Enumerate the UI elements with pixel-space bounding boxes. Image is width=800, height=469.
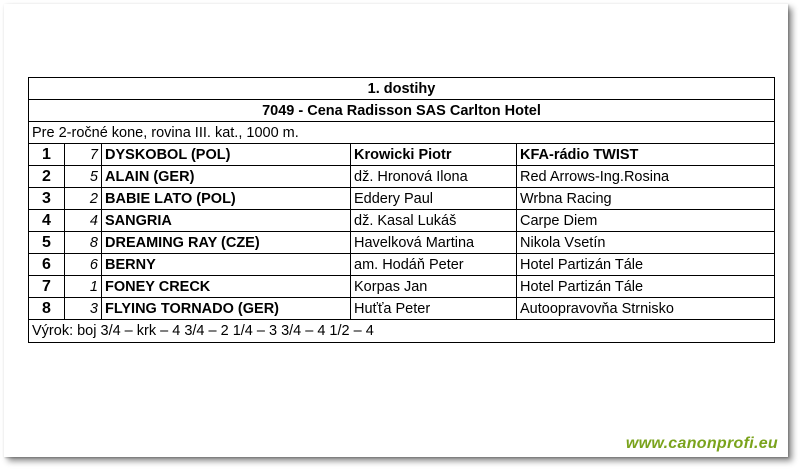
place-number: 3 <box>29 188 65 210</box>
race-results-table <box>28 77 775 343</box>
owner-name: KFA-rádio TWIST <box>517 144 775 166</box>
place-number: 8 <box>29 298 65 320</box>
race-conditions-row <box>29 122 775 144</box>
jockey-name: dž. Kasal Lukáš <box>351 210 517 232</box>
jockey-name: Krowicki Piotr <box>351 144 517 166</box>
horse-name: SANGRIA <box>102 210 351 232</box>
horse-name: FONEY CRECK <box>102 276 351 298</box>
place-number: 1 <box>29 144 65 166</box>
owner-name: Wrbna Racing <box>517 188 775 210</box>
gate-number: 1 <box>65 276 102 298</box>
horse-name: BABIE LATO (POL) <box>102 188 351 210</box>
jockey-name: am. Hodáň Peter <box>351 254 517 276</box>
horse-name: BERNY <box>102 254 351 276</box>
horse-name: ALAIN (GER) <box>102 166 351 188</box>
owner-name: Carpe Diem <box>517 210 775 232</box>
owner-name: Nikola Vsetín <box>517 232 775 254</box>
table-row <box>29 298 775 320</box>
table-row <box>29 210 775 232</box>
owner-name: Hotel Partizán Tále <box>517 254 775 276</box>
jockey-name: Korpas Jan <box>351 276 517 298</box>
gate-number: 8 <box>65 232 102 254</box>
gate-number: 6 <box>65 254 102 276</box>
gate-number: 4 <box>65 210 102 232</box>
owner-name: Autoopravovňa Strnisko <box>517 298 775 320</box>
race-title: 1. dostihy <box>29 78 775 100</box>
jockey-name: Huťťa Peter <box>351 298 517 320</box>
table-row <box>29 276 775 298</box>
race-conditions: Pre 2-ročné kone, rovina III. kat., 1000 m. <box>29 122 775 144</box>
place-number: 5 <box>29 232 65 254</box>
horse-name: FLYING TORNADO (GER) <box>102 298 351 320</box>
gate-number: 3 <box>65 298 102 320</box>
gate-number: 2 <box>65 188 102 210</box>
table-row <box>29 254 775 276</box>
table-row <box>29 188 775 210</box>
result-row <box>29 320 775 343</box>
gate-number: 7 <box>65 144 102 166</box>
table-row <box>29 166 775 188</box>
place-number: 7 <box>29 276 65 298</box>
jockey-name: dž. Hronová Ilona <box>351 166 517 188</box>
owner-name: Hotel Partizán Tále <box>517 276 775 298</box>
owner-name: Red Arrows-Ing.Rosina <box>517 166 775 188</box>
race-result-margins: Výrok: boj 3/4 – krk – 4 3/4 – 2 1/4 – 3 3/4 – 4 1/2 – 4 <box>29 320 775 343</box>
horse-name: DREAMING RAY (CZE) <box>102 232 351 254</box>
place-number: 2 <box>29 166 65 188</box>
horse-name: DYSKOBOL (POL) <box>102 144 351 166</box>
gate-number: 5 <box>65 166 102 188</box>
table-row <box>29 144 775 166</box>
watermark-text: www.canonprofi.eu <box>625 435 778 452</box>
jockey-name: Havelková Martina <box>351 232 517 254</box>
race-name-row <box>29 100 775 122</box>
table-row <box>29 232 775 254</box>
place-number: 4 <box>29 210 65 232</box>
race-name: 7049 - Cena Radisson SAS Carlton Hotel <box>29 100 775 122</box>
race-title-row <box>29 78 775 100</box>
jockey-name: Eddery Paul <box>351 188 517 210</box>
place-number: 6 <box>29 254 65 276</box>
